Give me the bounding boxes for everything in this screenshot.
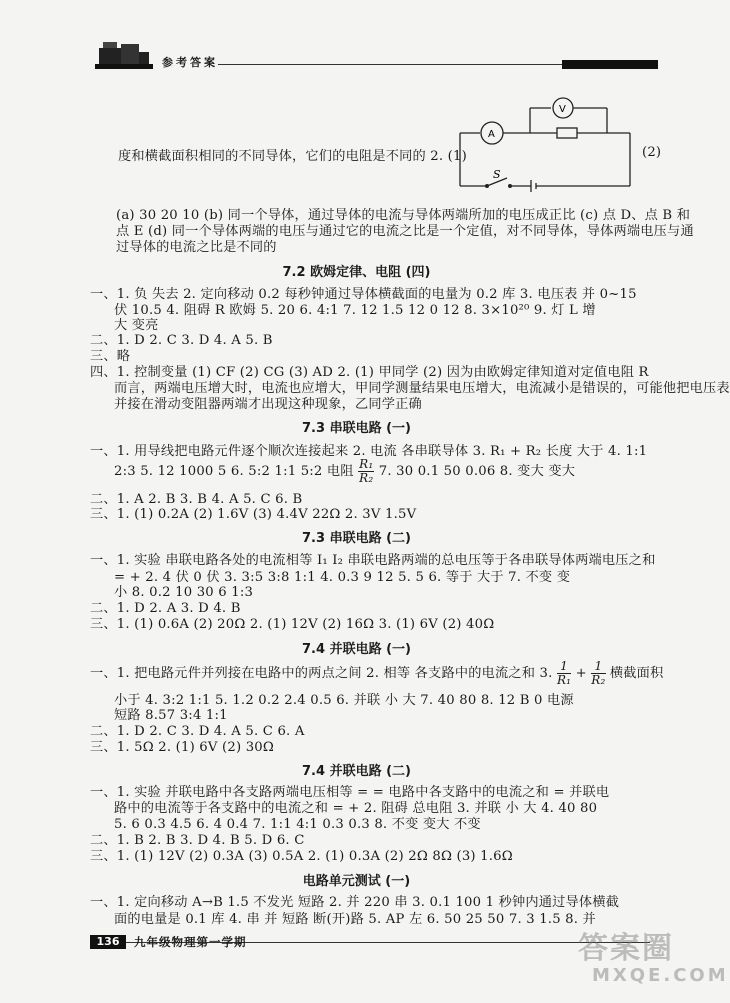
- watermark: [578, 932, 729, 986]
- watermark-logo-text: 答案圈: [578, 931, 674, 966]
- header-title: 参考答案: [162, 56, 218, 69]
- s4-line: 短路 8.57 3:4 1:1: [114, 708, 228, 723]
- s4-line1a: 一、1. 把电路元件并列接在电路中的两点之间 2. 相等 各支路中的电流之和 3.: [90, 666, 553, 681]
- s1-line: 二、1. D 2. C 3. D 4. A 5. B: [90, 333, 273, 348]
- s1-line: 伏 10.5 4. 阻碍 R 欧姆 5. 20 6. 4:1 7. 12 1.5 12 0 12 8. 3×10²⁰ 9. 灯 L 增: [114, 303, 596, 318]
- s3-line: 一、1. 实验 串联电路各处的电流相等 I₁ I₂ 串联电路两端的总电压等于各串联导体两端电压之和: [90, 553, 656, 568]
- s2-line2a: 2:3 5. 12 1000 5 6. 5:2 1:1 5:2 电阻: [114, 464, 354, 479]
- s4-line: 小于 4. 3:2 1:1 5. 1.2 0.2 2.4 0.5 6. 并联 小 大 7. 40 80 8. 12 B 0 电源: [114, 693, 574, 708]
- s4-line: 二、1. D 2. C 3. D 4. A 5. C 6. A: [90, 724, 305, 739]
- intro-line3: 点 E (d) 同一个导体两端的电压与通过它的电流之比是一个定值，对不同导体，导体两端电压与通: [116, 224, 694, 239]
- section-title-7-4-1: 7.4 并联电路 (一): [302, 642, 411, 657]
- s6-line: 一、1. 定向移动 A→B 1.5 不发光 短路 2. 并 220 串 3. 0.1 100 1 秒钟内通过导体横截: [90, 895, 620, 910]
- s1-line: 一、1. 负 失去 2. 定向移动 0.2 每秒钟通过导体横截面的电量为 0.2 库 3. 电压表 并 0~15: [90, 287, 637, 302]
- s3-line: 三、1. (1) 0.6A (2) 20Ω 2. (1) 12V (2) 16Ω 3. (1) 6V (2) 40Ω: [90, 617, 495, 632]
- footer-book-title: 九年级物理第一学期: [134, 935, 247, 949]
- watermark-url: MXQE.COM: [592, 965, 729, 986]
- page-number: 136: [90, 935, 126, 949]
- s1-line: 而言，两端电压增大时，电流也应增大，甲同学测量结果电压增大，电流减小是错误的，可能他把电压表: [114, 381, 730, 396]
- s6-line: 面的电量是 0.1 库 4. 串 并 短路 断(开)路 5. AP 左 6. 50 25 50 7. 3 1.5 8. 并: [114, 912, 596, 927]
- header-bar: [562, 60, 658, 69]
- s4-line-with-fractions: [90, 660, 663, 687]
- s3-line: = + 2. 4 伏 0 伏 3. 3:5 3:8 1:1 4. 0.3 9 12 5. 5 6. 等于 大于 7. 不变 变: [114, 570, 571, 585]
- s2-line: 一、1. 用导线把电路元件逐个顺次连接起来 2. 电流 各串联导体 3. R₁ + R₂ 长度 大于 4. 1:1: [90, 444, 648, 459]
- s1-line: 大 变亮: [114, 318, 159, 333]
- s5-line: 5. 6 0.3 4.5 6. 4 0.4 7. 1:1 4:1 0.3 0.3 8. 不变 变大 不变: [114, 817, 481, 832]
- s2-line: 二、1. A 2. B 3. B 4. A 5. C 6. B: [90, 492, 303, 507]
- fraction-denominator: R₂: [359, 471, 374, 485]
- section-title-7-4-2: 7.4 并联电路 (二): [302, 764, 411, 779]
- section-title-7-3-1: 7.3 串联电路 (一): [302, 421, 411, 436]
- s5-line: 二、1. B 2. B 3. D 4. B 5. D 6. C: [90, 833, 305, 848]
- ammeter-label: A: [488, 129, 495, 140]
- s3-line: 小 8. 0.2 10 30 6 1:3: [114, 585, 254, 600]
- intro-line1: 度和横截面积相同的不同导体，它们的电阻是不同的 2. (1): [118, 149, 467, 164]
- fraction-denominator: R₁: [556, 673, 572, 687]
- s1-line: 并接在滑动变阻器两端才出现这种现象，乙同学正确: [114, 397, 422, 412]
- intro-line2: (a) 30 20 10 (b) 同一个导体，通过导体的电流与导体两端所加的电压成正比 (c) 点 D、点 B 和: [116, 208, 691, 223]
- s2-line: 三、1. (1) 0.2A (2) 1.6V (3) 4.4V 22Ω 2. 3V 1.5V: [90, 507, 417, 522]
- fraction-r1-r2: [358, 458, 374, 485]
- circuit-diagram: [455, 96, 635, 196]
- s2-line-with-fraction: [114, 458, 575, 485]
- s4-line: 三、1. 5Ω 2. (1) 6V (2) 30Ω: [90, 740, 275, 755]
- switch-label: S: [493, 168, 501, 181]
- section-title-7-3-2: 7.3 串联电路 (二): [302, 531, 411, 546]
- s4-line1b: 横截面积: [609, 666, 664, 681]
- s1-line: 四、1. 控制变量 (1) CF (2) CG (3) AD 2. (1) 甲同学 (2) 因为由欧姆定律知道对定值电阻 R: [90, 365, 649, 380]
- s2-line2b: 7. 30 0.1 50 0.06 8. 变大 变大: [378, 464, 576, 479]
- fraction-numerator: 1: [591, 660, 605, 674]
- s5-line: 一、1. 实验 并联电路中各支路两端电压相等 = = 电路中各支路中的电流之和 = 并联电: [90, 785, 610, 800]
- intro-line4: 过导体的电流之比是不同的: [116, 240, 277, 255]
- plus-sign: +: [575, 666, 587, 681]
- book-stack-logo: [95, 38, 153, 74]
- fraction-denominator: R₂: [591, 673, 606, 687]
- intro-part2: (2): [642, 145, 662, 160]
- s5-line: 路中的电流等于各支路中的电流之和 = + 2. 阻碍 总电阻 3. 并联 小 大 4. 40 80: [114, 801, 598, 816]
- s5-line: 三、1. (1) 12V (2) 0.3A (3) 0.5A 2. (1) 0.3A (2) 2Ω 8Ω (3) 1.6Ω: [90, 849, 513, 864]
- fraction-1-over-r2: [591, 660, 605, 687]
- fraction-numerator: 1: [557, 660, 571, 674]
- s1-line: 三、略: [90, 349, 131, 364]
- voltmeter-label: V: [559, 104, 566, 115]
- section-title-7-2: 7.2 欧姆定律、电阻 (四): [282, 265, 431, 280]
- fraction-1-over-r1: [557, 660, 571, 687]
- s3-line: 二、1. D 2. A 3. D 4. B: [90, 601, 241, 616]
- section-title-unit-test: 电路单元测试 (一): [302, 874, 411, 889]
- fraction-numerator: R₁: [359, 457, 374, 471]
